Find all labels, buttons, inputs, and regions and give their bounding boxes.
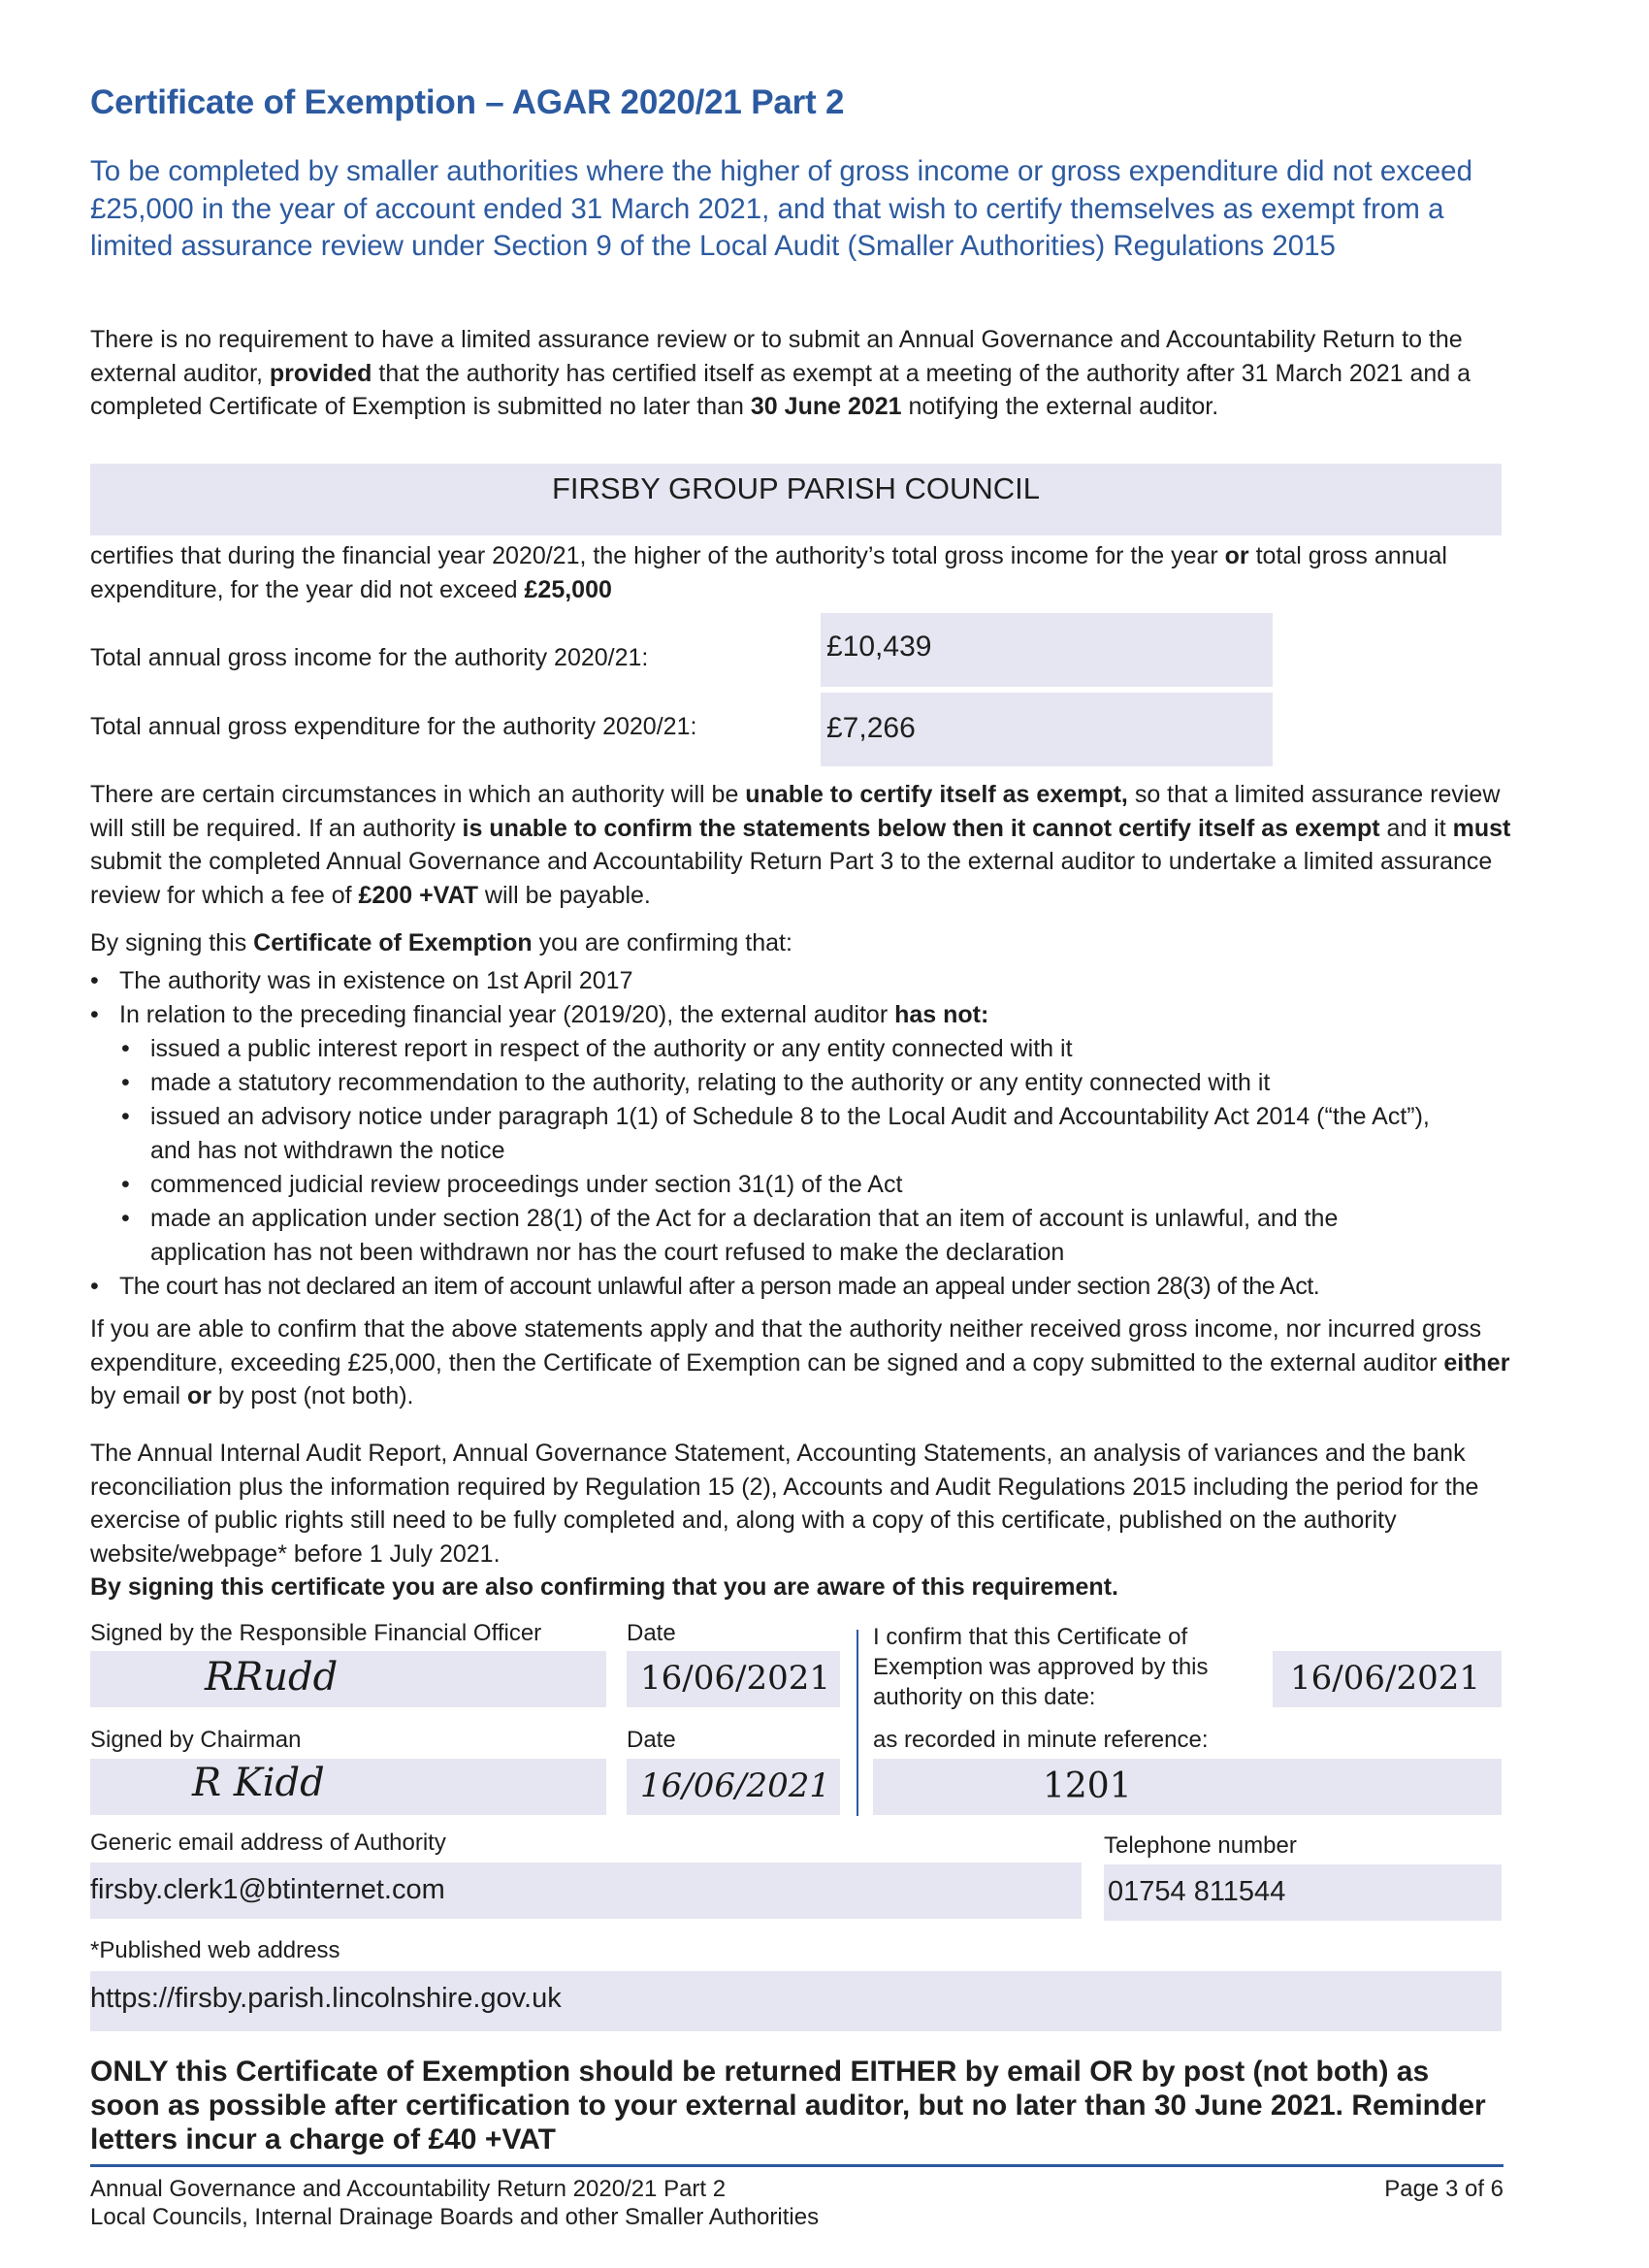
rfo-date-label: Date bbox=[627, 1620, 676, 1646]
phone-field[interactable] bbox=[1104, 1864, 1502, 1921]
list-item: • commenced judicial review proceedings under section 31(1) of the Act bbox=[90, 1168, 1516, 1202]
footer-line-2: Local Councils, Internal Drainage Boards and other Smaller Authorities bbox=[90, 2204, 820, 2230]
authority-name-field[interactable] bbox=[90, 464, 1502, 535]
circumstances-paragraph: There are certain circumstances in which an authority will be unable to certify itself as exempt, so that a limited assurance review will still be required. If an authority is unable to confirm the statements below then it cannot certify itself as exempt and it must submit the completed Annual Governance and Accountability Return Part 3 to the external auditor to undertake a limited assurance review for which a fee of £200 +VAT will be payable. bbox=[90, 781, 1511, 909]
expenditure-label: Total annual gross expenditure for the authority 2020/21: bbox=[90, 713, 697, 740]
list-item: • In relation to the preceding financial year (2019/20), the external auditor has not: bbox=[90, 998, 1516, 1032]
email-label: Generic email address of Authority bbox=[90, 1830, 446, 1856]
vertical-divider bbox=[857, 1630, 858, 1816]
minute-reference-label: as recorded in minute reference: bbox=[873, 1727, 1209, 1753]
list-item: • issued a public interest report in respect of the authority or any entity connected with it bbox=[90, 1032, 1516, 1066]
list-item: • The authority was in existence on 1st April 2017 bbox=[90, 964, 1516, 998]
chair-signature-field[interactable] bbox=[90, 1759, 606, 1815]
page-number: Page 3 of 6 bbox=[1384, 2176, 1504, 2202]
income-value: £10,439 bbox=[826, 631, 932, 663]
expenditure-value: £7,266 bbox=[826, 712, 916, 744]
minute-reference-field[interactable] bbox=[873, 1759, 1502, 1815]
approval-label: I confirm that this Certificate of Exemption was approved by this authority on this date: bbox=[873, 1624, 1209, 1710]
approval-date: 16/06/2021 bbox=[1290, 1659, 1480, 1698]
phone-label: Telephone number bbox=[1104, 1832, 1297, 1859]
list-item: • issued an advisory notice under paragraph 1(1) of Schedule 8 to the Local Audit and Accountability Act 2014 (“the Act”), and has not withdrawn the notice bbox=[90, 1100, 1516, 1168]
rfo-date-field[interactable] bbox=[627, 1651, 840, 1707]
list-item: • made a statutory recommendation to the authority, relating to the authority or any entity connected with it bbox=[90, 1066, 1516, 1100]
rfo-signature-field[interactable] bbox=[90, 1651, 606, 1707]
footer-line-1: Annual Governance and Accountability Return 2020/21 Part 2 bbox=[90, 2176, 727, 2202]
page-title: Certificate of Exemption – AGAR 2020/21 Part 2 bbox=[90, 83, 845, 121]
phone-value: 01754 811544 bbox=[1108, 1876, 1286, 1907]
rfo-date: 16/06/2021 bbox=[640, 1659, 830, 1698]
publication-paragraph: The Annual Internal Audit Report, Annual Governance Statement, Accounting Statements, an analysis of variances and the bank reconciliation plus the information required by Regulation 15 (2), Accounts and Audit Regulations 2015 including the period for the exercise of public rights still need to be fully completed and, along with a copy of this certificate, published on the authority website/webpage* before 1 July 2021. By signing this certificate you are also confirming that you are aware of this requirement. bbox=[90, 1440, 1479, 1601]
chair-signature-label: Signed by Chairman bbox=[90, 1727, 302, 1753]
chair-signature: R Kidd bbox=[192, 1761, 325, 1805]
signing-intro: By signing this Certificate of Exemption you are confirming that: bbox=[90, 929, 792, 956]
rfo-signature: RRudd bbox=[205, 1655, 339, 1700]
certifies-paragraph: certifies that during the financial year 2020/21, the higher of the authority’s total gross income for the year or total gross annual expenditure, for the year did not exceed £25,000 bbox=[90, 542, 1447, 603]
confirm-paragraph: If you are able to confirm that the above statements apply and that the authority neither received gross income, nor incurred gross expenditure, exceeding £25,000, then the Certificate of Exemption can be signed and a copy submitted to the external auditor either by email or by post (not both). bbox=[90, 1315, 1510, 1409]
page-subtitle: To be completed by smaller authorities where the higher of gross income or gross expenditure did not exceed £25,000 in the year of account ended 31 March 2021, and that wish to certify themselves as exempt from a limited assurance review under Section 9 of the Local Audit (Smaller Authorities) Regulations 2015 bbox=[90, 155, 1472, 262]
expenditure-field[interactable] bbox=[821, 693, 1273, 766]
return-notice: ONLY this Certificate of Exemption should be returned EITHER by email OR by post (not both) as soon as possible after certification to your external auditor, but no later than 30 June 2021. Reminder letters incur a charge of £40 +VAT bbox=[90, 2056, 1486, 2155]
rfo-signature-label: Signed by the Responsible Financial Officer bbox=[90, 1620, 542, 1646]
chair-date-field[interactable] bbox=[627, 1759, 840, 1815]
chair-date: 16/06/2021 bbox=[640, 1766, 830, 1805]
footer-left bbox=[90, 2175, 819, 2231]
web-address-value: https://firsby.parish.lincolnshire.gov.uk bbox=[90, 1983, 562, 2014]
intro-paragraph: There is no requirement to have a limited assurance review or to submit an Annual Governance and Accountability Return to the external auditor, provided that the authority has certified itself as exempt at a meeting of the authority after 31 March 2021 and a completed Certificate of Exemption is submitted no later than 30 June 2021 notifying the external auditor. bbox=[90, 326, 1471, 420]
email-value: firsby.clerk1@btinternet.com bbox=[90, 1874, 445, 1905]
list-item: • made an application under section 28(1) of the Act for a declaration that an item of account is unlawful, and the application has not been withdrawn nor has the court refused to make the declaration bbox=[90, 1202, 1516, 1270]
income-field[interactable] bbox=[821, 613, 1273, 687]
web-address-label: *Published web address bbox=[90, 1937, 340, 1963]
email-field[interactable] bbox=[90, 1863, 1082, 1919]
income-label: Total annual gross income for the authority 2020/21: bbox=[90, 644, 649, 671]
chair-date-label: Date bbox=[627, 1727, 676, 1753]
approval-date-field[interactable] bbox=[1273, 1651, 1502, 1707]
web-address-field[interactable] bbox=[90, 1971, 1502, 2031]
list-item: • The court has not declared an item of account unlawful after a person made an appeal under section 28(3) of the Act. bbox=[90, 1270, 1516, 1304]
authority-name-value: FIRSBY GROUP PARISH COUNCIL bbox=[552, 471, 1040, 505]
footer-rule bbox=[90, 2164, 1504, 2167]
confirmation-list bbox=[90, 964, 1516, 1304]
minute-reference: 1201 bbox=[1043, 1766, 1132, 1806]
